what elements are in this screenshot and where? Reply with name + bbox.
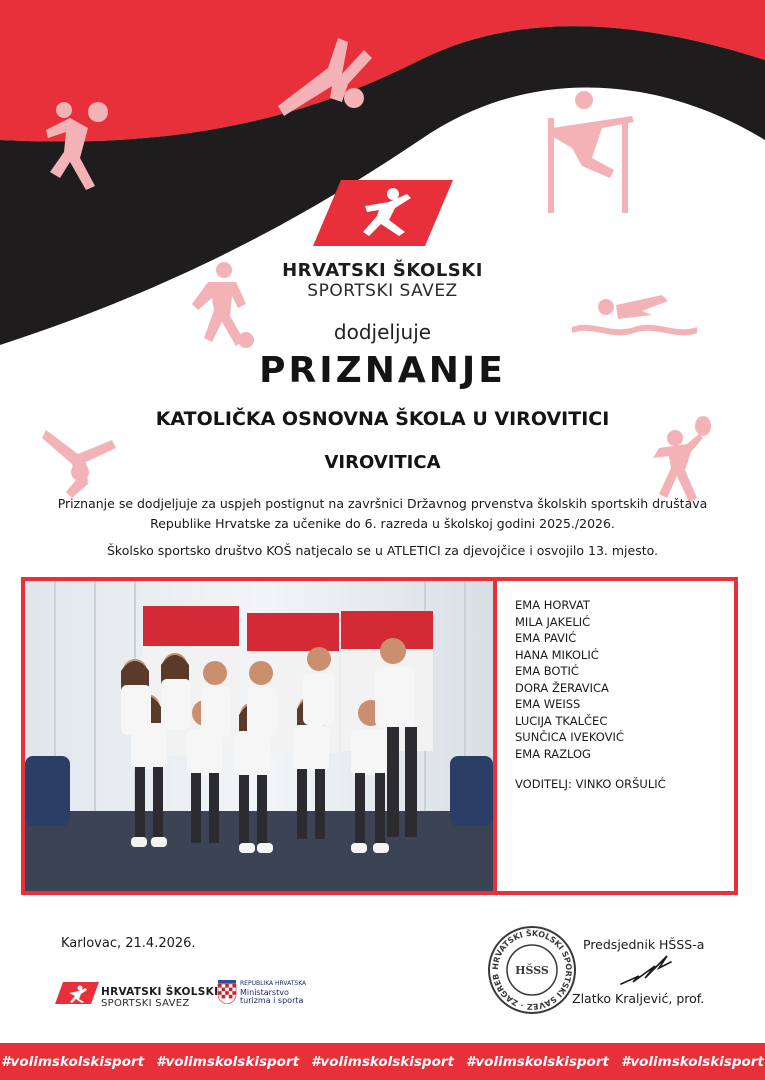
team-leader: VODITELJ: VINKO ORŠULIĆ [515, 777, 666, 791]
team-member: EMA PAVIĆ [515, 631, 577, 645]
hashtag: #volimskolskisport [620, 1053, 764, 1070]
team-member: EMA RAZLOG [515, 746, 591, 761]
place-and-date: Karlovac, 21.4.2026. [61, 936, 196, 951]
school-name: KATOLIČKA OSNOVNA ŠKOLA U VIROVITICI [155, 408, 610, 430]
hashtag: #volimskolskisport [311, 1053, 454, 1070]
stamp-ring-text: HRVATSKI ŠKOLSKI SPORTSKI SAVEZ · ZAGREB [490, 928, 574, 1012]
croatian-coat-of-arms-icon [217, 980, 237, 1004]
team-member: EMA WEISS [515, 697, 581, 711]
description-line1: Priznanje se dodjeljuje za uspjeh postignut na završnici Državnog prvenstva školskih sportskih društava [57, 496, 708, 511]
stamp-center-text: HŠSS [515, 964, 549, 977]
president-title: Predsjednik HŠSS-a [583, 937, 705, 952]
team-member: SUNČICA IVEKOVIĆ [515, 730, 624, 744]
city-name: VIROVITICA [324, 452, 441, 473]
team-photo-image [25, 581, 493, 891]
hashtag: #volimskolskisport [465, 1053, 609, 1070]
ministry-name-line2: turizma i sporta [240, 996, 304, 1005]
president-name: Zlatko Kraljević, prof. [572, 991, 705, 1006]
team-photo [25, 581, 497, 891]
team-member: DORA ŽERAVICA [515, 680, 609, 695]
result-text: Školsko sportsko društvo KOŠ natjecalo se u ATLETICI za djevojčice i osvojilo 13. mjesto. [106, 543, 659, 558]
awards-text: dodjeljuje [333, 320, 432, 344]
team-roster [515, 597, 666, 793]
team-member: EMA HORVAT [515, 598, 590, 612]
brand-name-line1: HRVATSKI ŠKOLSKI [282, 260, 483, 281]
footer-brand-line2: SPORTSKI SAVEZ [101, 998, 190, 1009]
brand-name-line2: SPORTSKI SAVEZ [307, 281, 458, 301]
description-line2: Republike Hrvatske za učenike do 6. razreda u školskoj godini 2025./2026. [150, 516, 615, 531]
volleyball-player-icon [40, 98, 120, 193]
ministry-name-line1: Ministarstvo [240, 988, 289, 997]
team-panel [21, 577, 738, 895]
team-member: EMA BOTIĆ [515, 664, 579, 678]
hashtag-banner [0, 1043, 765, 1080]
team-member: MILA JAKELIĆ [515, 614, 591, 629]
team-member: HANA MIKOLIĆ [515, 647, 599, 662]
president-signature [615, 948, 675, 990]
team-member: LUCIJA TKALČEC [515, 713, 608, 728]
hashtag: #volimskolskisport [156, 1053, 300, 1070]
description [20, 494, 745, 534]
runner-logo-icon [313, 180, 453, 246]
official-stamp [487, 925, 577, 1015]
hashtag: #volimskolskisport [1, 1053, 145, 1070]
hsss-logo [0, 180, 765, 301]
gymnast-icon [268, 28, 378, 128]
certificate-title: PRIZNANJE [259, 350, 506, 391]
ministry-country: REPUBLIKA HRVATSKA [240, 980, 307, 987]
footer-brand-line1: HRVATSKI ŠKOLSKI [101, 986, 219, 998]
